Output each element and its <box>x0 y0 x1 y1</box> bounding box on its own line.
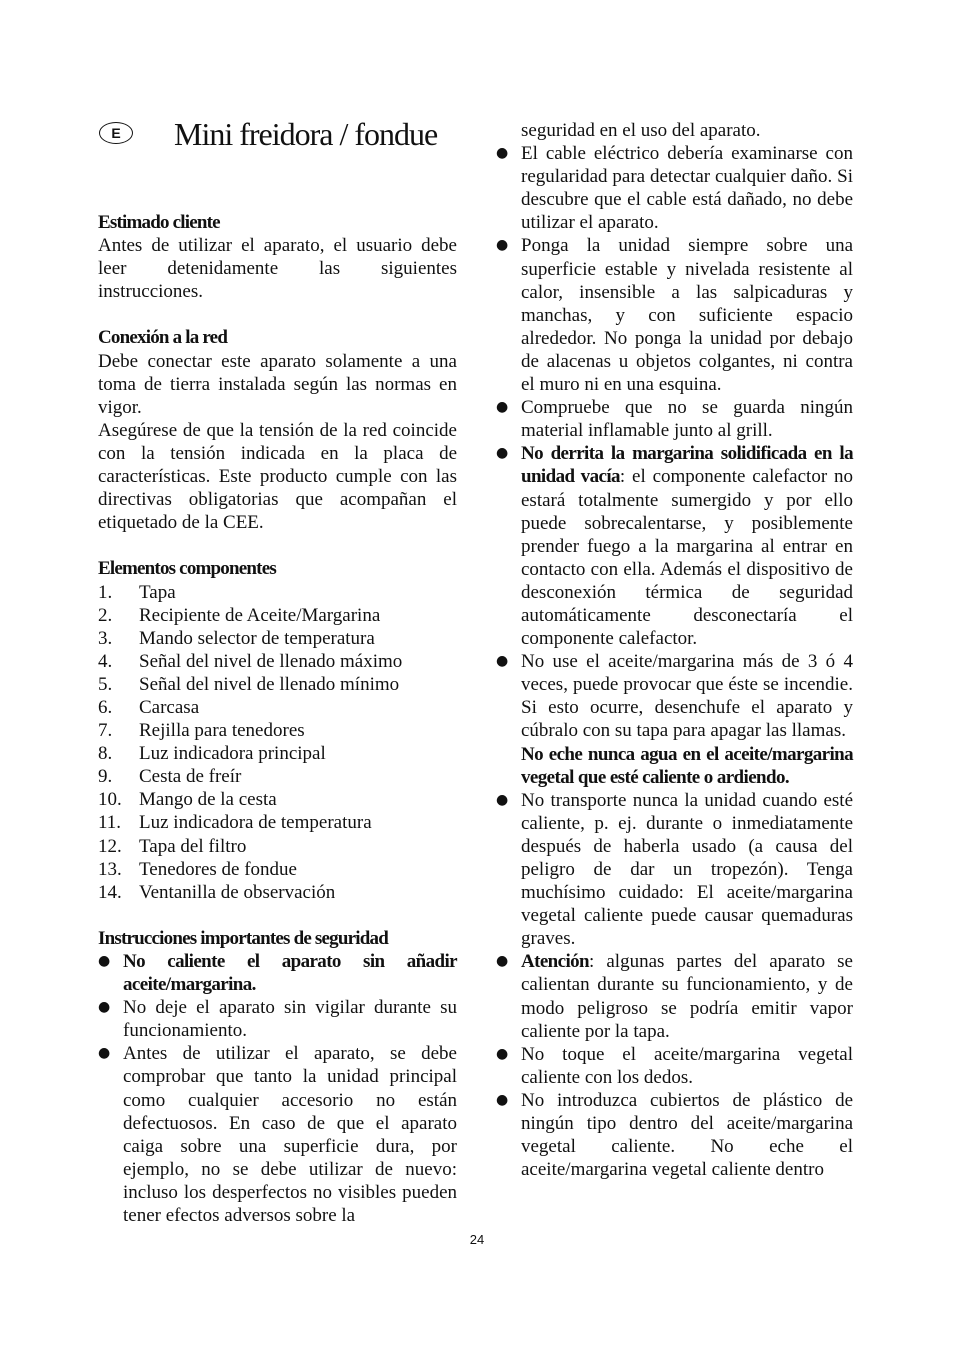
component-item <box>98 881 457 904</box>
component-label: Tapa <box>139 581 176 603</box>
section-heading-seguridad: Instrucciones importantes de seguridad <box>98 927 388 949</box>
warning-bold-text: No eche nunca agua en el aceite/margarina vegetal que esté caliente o ardiendo. <box>521 743 853 788</box>
component-label: Mango de la cesta <box>139 789 277 811</box>
safety-item-text <box>521 950 853 1042</box>
safety-item-text: No transporte nunca la unidad cuando esté caliente, p. ej. durante o inmediatamente después de haberla usado (a causa del peligro de dar un tropezón). Tenga muchísimo cuidado: El aceite/margarina vegetal caliente puede causar quemaduras graves. <box>521 789 853 950</box>
component-label: Mando selector de temperatura <box>139 627 375 649</box>
component-number: 11. <box>98 812 122 834</box>
component-label: Tenedores de fondue <box>139 858 297 880</box>
safety-item <box>496 142 853 234</box>
component-number: 5. <box>98 673 113 695</box>
section-heading-elementos: Elementos componentes <box>98 558 276 580</box>
safety-item <box>98 1042 457 1227</box>
component-number: 13. <box>98 858 122 880</box>
warning-bold-text: Atención <box>521 951 590 973</box>
component-number: 3. <box>98 627 113 649</box>
safety-item-text: El cable eléctrico debería examinarse con regularidad para detectar cualquier daño. Si descubre que el cable está dañado, no debe utilizar el aparato. <box>521 143 853 234</box>
component-label: Carcasa <box>139 696 200 718</box>
bullet-icon: ● <box>496 791 509 808</box>
component-label: Cesta de freír <box>139 766 242 788</box>
conexion-paragraph-1: Debe conectar este aparato solamente a una toma de tierra instalada según las normas en vigor. <box>98 350 457 418</box>
safety-item <box>496 789 853 951</box>
bullet-icon: ● <box>496 399 509 416</box>
component-number: 12. <box>98 835 122 857</box>
safety-item-text: Antes de utilizar el aparato, se debe comprobar que tanto la unidad principal como cualquier accesorio no están defectuosos. En caso de que el aparato caiga sobre una superficie dura, por ejemplo, no se debe utilizar de nuevo: incluso los desperfectos no visibles pueden tener efectos adversos sobre la <box>123 1043 457 1227</box>
component-label: Señal del nivel de llenado mínimo <box>139 673 400 695</box>
component-item <box>98 604 457 627</box>
intro-paragraph: Antes de utilizar el aparato, el usuario debe leer detenidamente las siguientes instrucciones. <box>98 235 457 303</box>
safety-item-rest: : el componente calefactor no estará totalmente sumergido y por ello puede sobrecalentarse, y posiblemente prender fuego a la margarina al entrar en contacto con ella. Además el dispositivo de desconexión térmica de seguridad automáticamente desconectaría el componente calefactor. <box>521 466 853 650</box>
component-item <box>98 788 457 811</box>
safety-item <box>98 996 457 1042</box>
component-item <box>98 765 457 788</box>
component-item <box>98 627 457 650</box>
left-column <box>98 211 457 1227</box>
component-item <box>98 581 457 604</box>
component-label: Tapa del filtro <box>139 835 247 857</box>
component-label: Señal del nivel de llenado máximo <box>139 650 403 672</box>
continued-text: seguridad en el uso del aparato. <box>521 120 761 141</box>
safety-item-text: Ponga la unidad siempre sobre una superficie estable y nivelada resistente al calor, insensible a las salpicaduras y manchas, y con suficiente espacio alrededor. No ponga la unidad por debajo de alacenas u objetos colgantes, ni contra el muro ni en una esquina. <box>521 235 853 396</box>
page-title: Mini freidora / fondue <box>174 116 438 152</box>
component-number: 2. <box>98 604 113 626</box>
component-item <box>98 650 457 673</box>
component-label: Ventanilla de observación <box>139 881 336 903</box>
safety-item <box>496 950 853 1042</box>
safety-item <box>496 396 853 442</box>
component-label: Luz indicadora de temperatura <box>139 812 372 834</box>
component-label: Rejilla para tenedores <box>139 720 305 742</box>
component-number: 1. <box>98 581 113 603</box>
component-item <box>98 719 457 742</box>
component-label: Recipiente de Aceite/Margarina <box>139 604 381 626</box>
safety-item <box>98 950 457 996</box>
bullet-icon: ● <box>496 653 509 670</box>
bullet-icon: ● <box>496 953 509 970</box>
conexion-paragraph-2: Asegúrese de que la tensión de la red coincide con la tensión indicada en la placa de características. Este producto cumple con las directivas obligatorias que acompañan el etiquetado de la CEE. <box>98 419 457 534</box>
component-item <box>98 742 457 765</box>
component-number: 7. <box>98 720 113 742</box>
bullet-icon: ● <box>496 145 509 162</box>
component-number: 9. <box>98 766 113 788</box>
language-badge: E <box>99 122 133 144</box>
section-heading-estimado-cliente: Estimado cliente <box>98 212 220 233</box>
component-number: 14. <box>98 881 122 903</box>
bullet-icon: ● <box>496 1091 509 1108</box>
component-number: 6. <box>98 696 113 718</box>
component-label: Luz indicadora principal <box>139 743 326 765</box>
page-number: 24 <box>469 1232 485 1247</box>
safety-item-text <box>521 442 853 650</box>
component-number: 4. <box>98 650 113 672</box>
safety-item-text: No introduzca cubiertos de plástico de ningún tipo dentro del aceite/margarina vegetal caliente. No eche el aceite/margarina vegetal caliente dentro <box>521 1089 853 1181</box>
safety-item <box>496 442 853 650</box>
safety-item <box>496 650 853 742</box>
safety-item <box>496 1089 853 1181</box>
component-number: 10. <box>98 789 122 811</box>
bullet-icon: ● <box>496 445 509 462</box>
safety-item-text: Compruebe que no se guarda ningún material inflamable junto al grill. <box>521 397 853 442</box>
warning-bold-paragraph <box>496 743 853 789</box>
component-number: 8. <box>98 743 113 765</box>
safety-item-rest: : algunas partes del aparato se calientan durante su funcionamiento, y de modo peligroso se podría emitir vapor caliente por la tapa. <box>521 951 853 1042</box>
safety-item-text: No deje el aparato sin vigilar durante su funcionamiento. <box>123 997 457 1042</box>
component-item <box>98 858 457 881</box>
bullet-icon: ● <box>98 953 111 969</box>
bullet-icon: ● <box>98 999 111 1016</box>
safety-item-text: No toque el aceite/margarina vegetal caliente con los dedos. <box>521 1043 853 1088</box>
component-item <box>98 835 457 858</box>
safety-item-text: No caliente el aparato sin añadir aceite/margarina. <box>123 951 457 996</box>
component-item <box>98 673 457 696</box>
bullet-icon: ● <box>496 237 509 254</box>
bullet-icon: ● <box>98 1045 111 1062</box>
warning-bold-text: No derrita la margarina solidificada en la unidad vacía <box>521 443 853 488</box>
component-item <box>98 811 457 834</box>
safety-item-text: No use el aceite/margarina más de 3 ó 4 veces, puede provocar que éste se incendie. Si esto ocurre, desenchufe el aparato y cúbralo con su tapa para apagar las llamas. <box>521 651 853 742</box>
components-list <box>98 581 457 904</box>
section-heading-conexion: Conexión a la red <box>98 327 228 349</box>
right-column <box>496 119 853 1181</box>
safety-item <box>496 1043 853 1089</box>
safety-item <box>496 234 853 396</box>
bullet-icon: ● <box>496 1045 509 1062</box>
component-item <box>98 696 457 719</box>
